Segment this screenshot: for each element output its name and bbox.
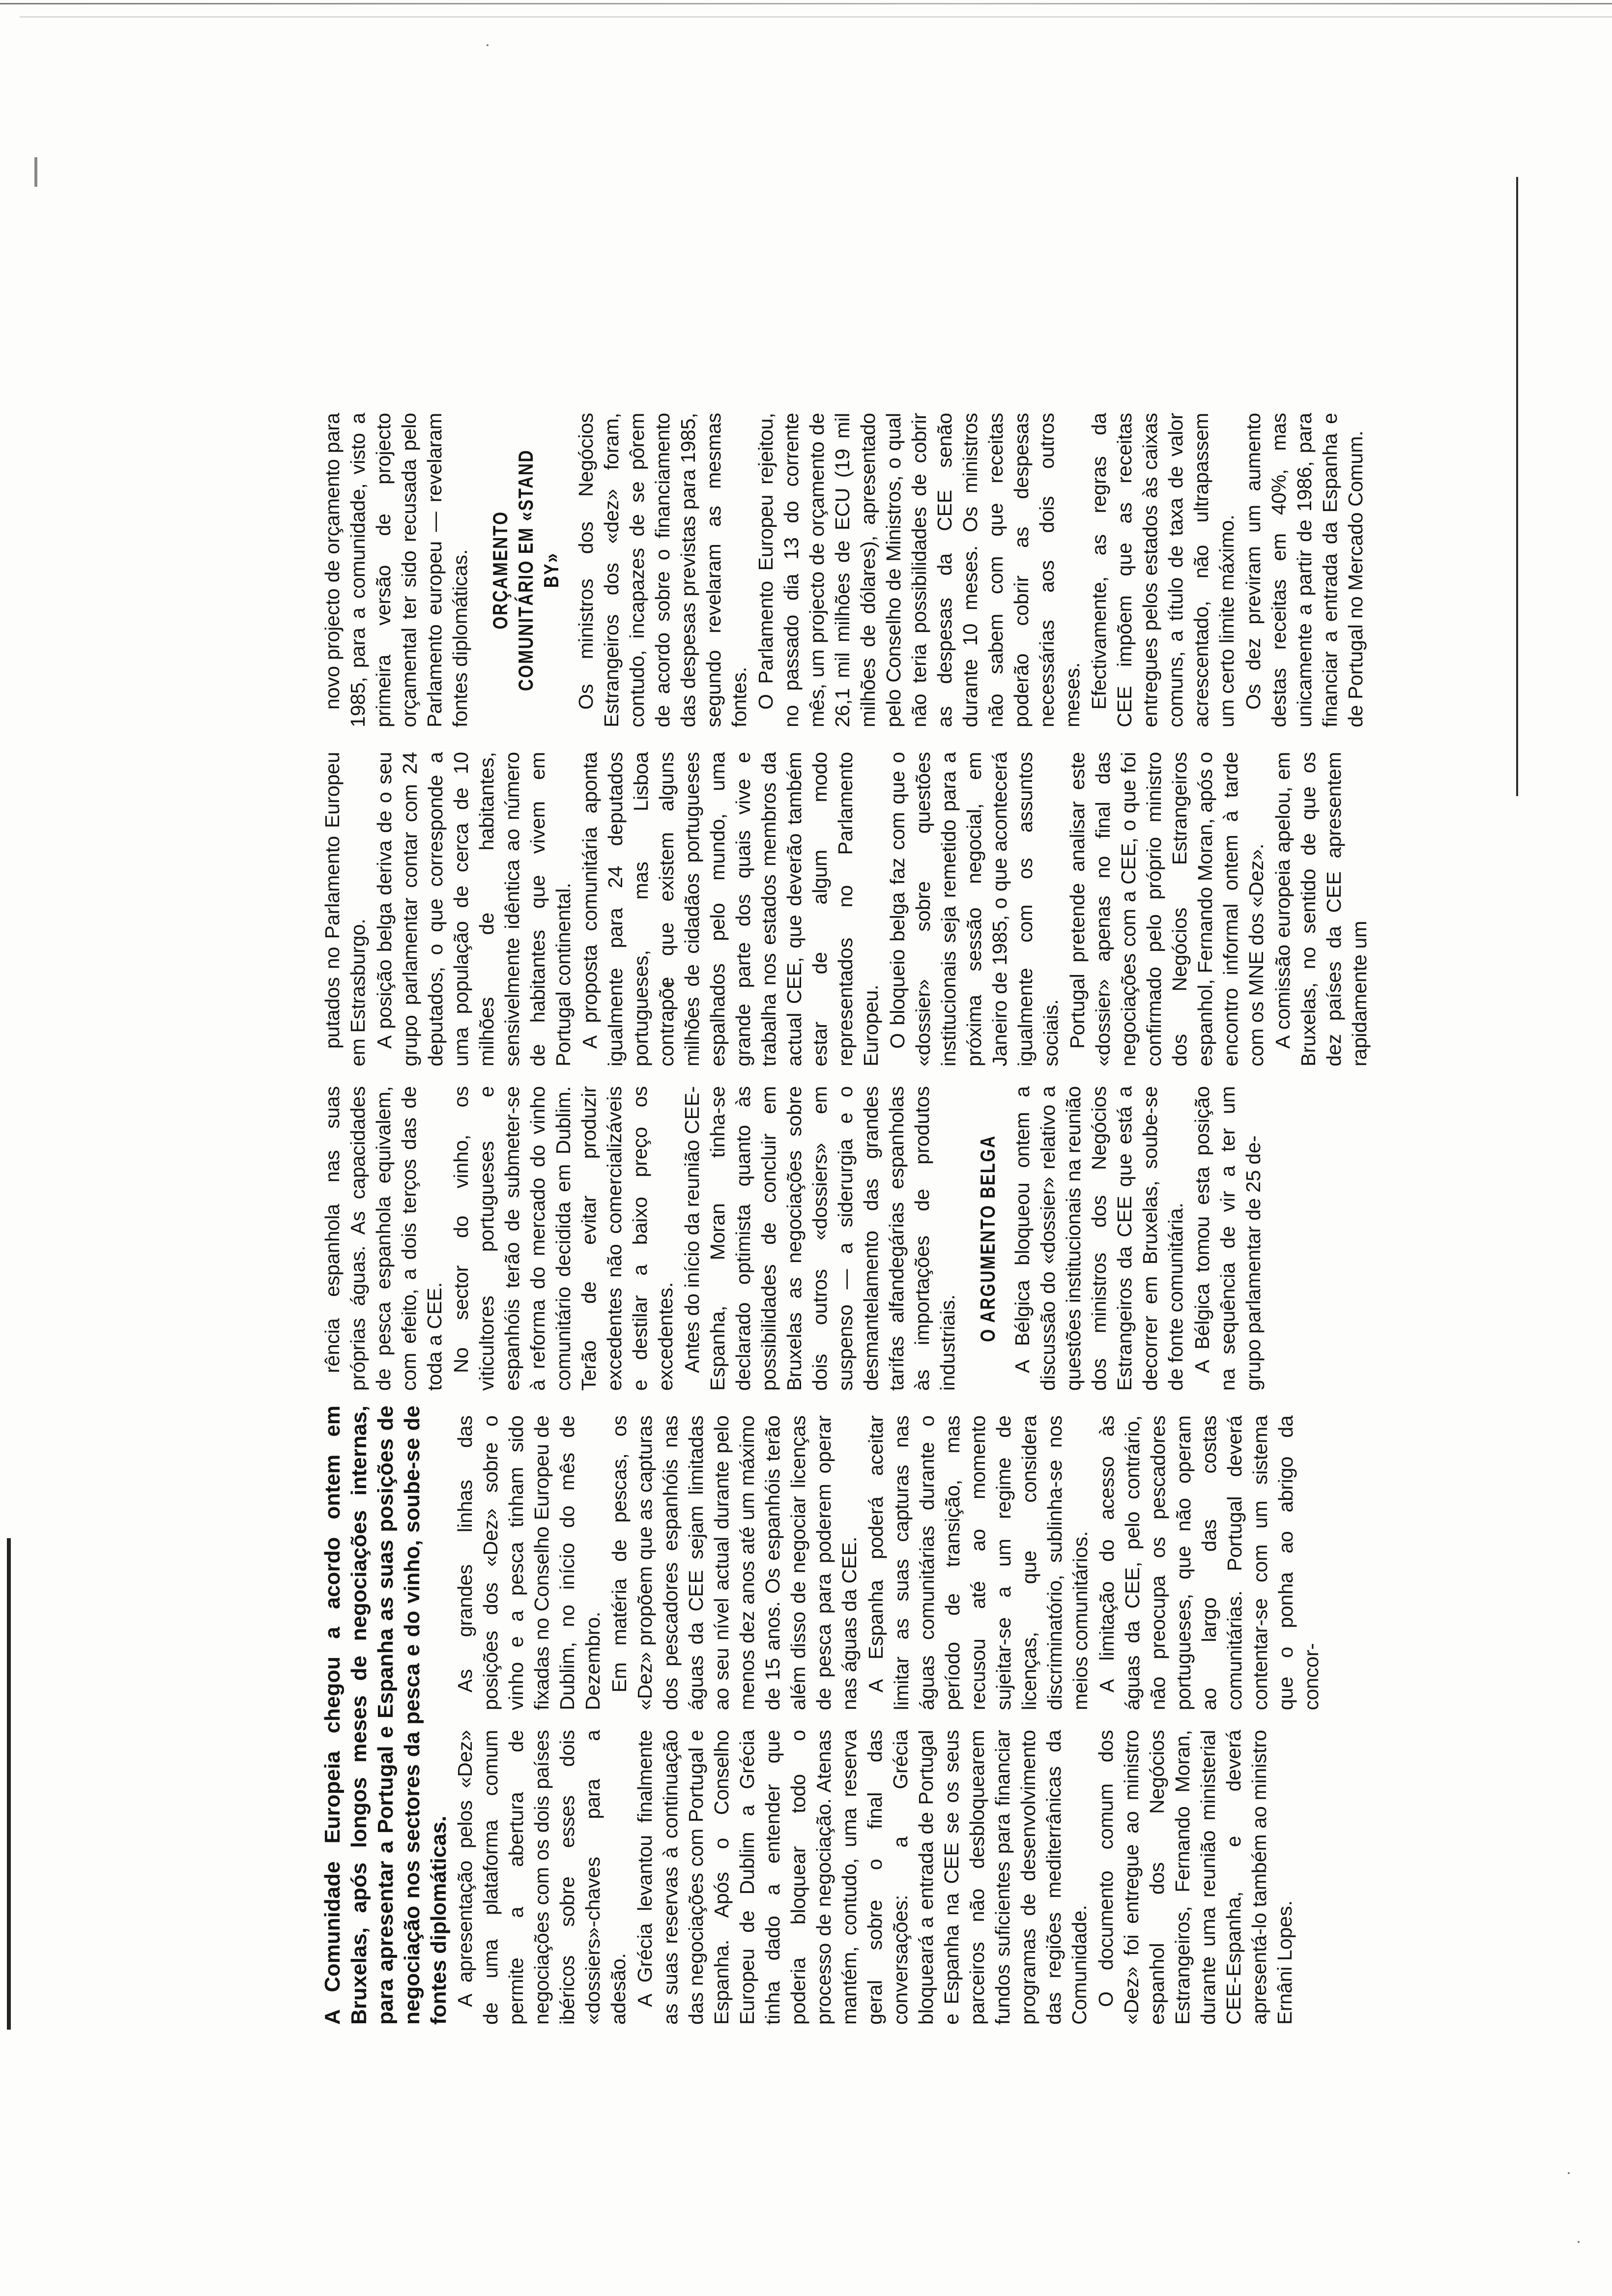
paragraph: A Espanha poderá aceitar limitar as suas capturas nas águas comunitárias durante o período de transição, mas recusou até ao momento sujeitar-se a um regime de licenças, que considera discriminatório, sublinha-se nos meios comunitários. <box>864 1415 1092 1710</box>
paragraph: putados no Parlamento Europeu em Estrasburgo. <box>321 752 369 1066</box>
column-3 <box>319 1086 1578 1391</box>
scan-edge-bar <box>7 1538 11 2030</box>
paragraph: A proposta comunitária aponta igualmente para 24 deputados portugueses, mas Lisboa contrapõe que existem alguns milhões de cidadãos portugueses espalhados pelo mundo, uma grande parte dos quais vive e trabalha nos estados membros da actual CEE, que deverão também estar de algum modo representados no Parlamento Europeu. <box>578 752 882 1066</box>
paragraph: A Grécia levantou finalmente as suas reservas à continuação das negociações com Portugal e Espanha. Após o Conselho Europeu de Dublim a Grécia tinha dado a entender que poderia bloquear todo o processo de negociação. Atenas mantém, contudo, uma reserva geral sobre o final das conversações: a Grécia bloqueará a entrada de Portugal e Espanha na CEE se os seus parceiros não desbloquearem fundos suficientes para financiar programas de desenvolvimento das regiões mediterrânicas da Comunidade. <box>633 1730 1091 2025</box>
paragraph: No sector do vinho, os viticultores portugueses e espanhóis terão de submeter-se à reforma do mercado do vinho comunitário decidida em Dublim. Terão de evitar produzir excedentes não comercializáveis e destilar a baixo preço os excedentes. <box>450 1086 677 1391</box>
paragraph: rência espanhola nas suas próprias águas. As capacidades de pesca espanhola equivalem, com efeito, a dois terços das de toda a CEE. <box>321 1086 446 1391</box>
newspaper-clipping <box>319 177 1578 2025</box>
paragraph: As grandes linhas das posições dos «Dez» sobre o vinho e a pesca tinham sido fixadas no Conselho Europeu de Dublim, no início do mês de Dezembro. <box>454 1415 604 1710</box>
paragraph: Os ministros dos Negócios Estrangeiros dos «dez» foram, contudo, incapazes de se pôrem de acordo sobre o financiamento das despesas previstas para 1985, segundo revelaram as mesmas fontes. <box>575 413 750 727</box>
paragraph: O Parlamento Europeu rejeitou, no passado dia 13 do corrente mês, um projecto de orçamento de 26,1 mil milhões de ECU (19 mil milhões de dólares), apresentado pelo Conselho de Ministros, o qual não teria possibilidades de cobrir as despesas da CEE senão durante 10 meses. Os ministros não sabem com que receitas poderão cobrir as despesas necessárias aos dois outros meses. <box>754 413 1084 727</box>
paragraph: O bloqueio belga faz com que o «dossier» sobre questões institucionais seja remetido para a próxima sessão negocial, em Janeiro de 1985, o que acontecerá igualmente com os assuntos sociais. <box>886 752 1062 1066</box>
paragraph: A comissão europeia apelou, em Bruxelas, no sentido de que os dez países da CEE apresentem rapidamente um <box>1271 752 1371 1066</box>
paragraph: Os dez previram um aumento destas receitas em 40%, mas unicamente a partir de 1986, para financiar a entrada da Espanha e de Portugal no Mercado Comum. <box>1242 413 1367 727</box>
article-lead: A Comunidade Europeia chegou a acordo ontem em Bruxelas, após longos meses de negociações internas, para apresentar a Portugal e Espanha as suas posições de negociação nos sectores da pesca e do vinho, soube-se de fontes diplomáticas. <box>320 1406 451 2025</box>
column-4 <box>319 752 1578 1066</box>
subheading-orcamento-comunitario: ORÇAMENTO COMUNITÁRIO EM «STAND BY» <box>489 449 563 691</box>
paragraph: O documento comum dos «Dez» foi entregue ao ministro espanhol dos Negócios Estrangeiros, Fernando Moran, durante uma reunião ministerial CEE-Espanha, e deverá apresentá-lo também ao ministro Ernâni Lopes. <box>1094 1730 1296 2025</box>
subheading-argumento-belga: O ARGUMENTO BELGA <box>976 1135 999 1342</box>
paragraph: A limitação do acesso às águas da CEE, pelo contrário, não preocupa os pescadores portugueses, que não operam ao largo das costas comunitárias. Portugal deverá contentar-se com um sistema que o ponha ao abrigo da concor- <box>1095 1415 1323 1710</box>
paragraph: A Bélgica bloqueou ontem a discussão do «dossier» relativo a questões institucionais na reunião dos ministros dos Negócios Estrangeiros da CEE que está a decorrer em Bruxelas, soube-se de fonte comunitária. <box>1011 1086 1187 1391</box>
paragraph: A apresentação pelos «Dez» de uma plataforma comum permite a abertura de negociações com os dois países ibéricos sobre esses dois «dossiers»-chaves para a adesão. <box>454 1730 630 2025</box>
column-2 <box>452 1415 1578 1710</box>
column-1 <box>452 1730 1578 2025</box>
paragraph: Em matéria de pescas, os «Dez» propõem que as capturas dos pescadores espanhóis nas águas da CEE sejam limitadas ao seu nível actual durante pelo menos dez anos até um máximo de 15 anos. Os espanhóis terão além disso de negociar licenças de pesca para poderem operar nas águas da CEE. <box>608 1415 861 1710</box>
paragraph: Portugal pretende analisar este «dossier» apenas no final das negociações com a CEE, o que foi confirmado pelo próprio ministro dos Negócios Estrangeiros espanhol, Fernando Moran, após o encontro informal ontem à tarde com os MNE dos «Dez». <box>1066 752 1267 1066</box>
paragraph: Efectivamente, as regras da CEE impõem que as receitas entregues pelos estados às caixas comuns, a título de taxa de valor acrescentado, não ultrapassem um certo limite máximo. <box>1088 413 1238 727</box>
scan-mark <box>34 157 37 187</box>
paragraph: A posição belga deriva de o seu grupo parlamentar contar com 24 deputados, o que corresponde a uma população de cerca de 10 milhões de habitantes, sensivelmente idêntica ao número de habitantes que vivem em Portugal continental. <box>373 752 575 1066</box>
paragraph: novo projecto de orçamento para 1985, para a comunidade, visto a primeira versão de projecto orçamental ter sido recusada pelo Parlamento europeu — revelaram fontes diplomáticas. <box>321 413 471 727</box>
scan-top-edge <box>0 3 1612 4</box>
paragraph: A Bélgica tomou esta posição na sequência de vir a ter um grupo parlamentar de 25 de- <box>1191 1086 1265 1391</box>
column-5 <box>319 413 1578 727</box>
paragraph: Antes do início da reunião CEE-Espanha, Moran tinha-se declarado optimista quanto às possibilidades de concluir em Bruxelas as negociações sobre dois outros «dossiers» em suspenso — a siderurgia e o desmantelamento das grandes tarifas alfandegárias espanholas às importações de produtos industriais. <box>681 1086 959 1391</box>
